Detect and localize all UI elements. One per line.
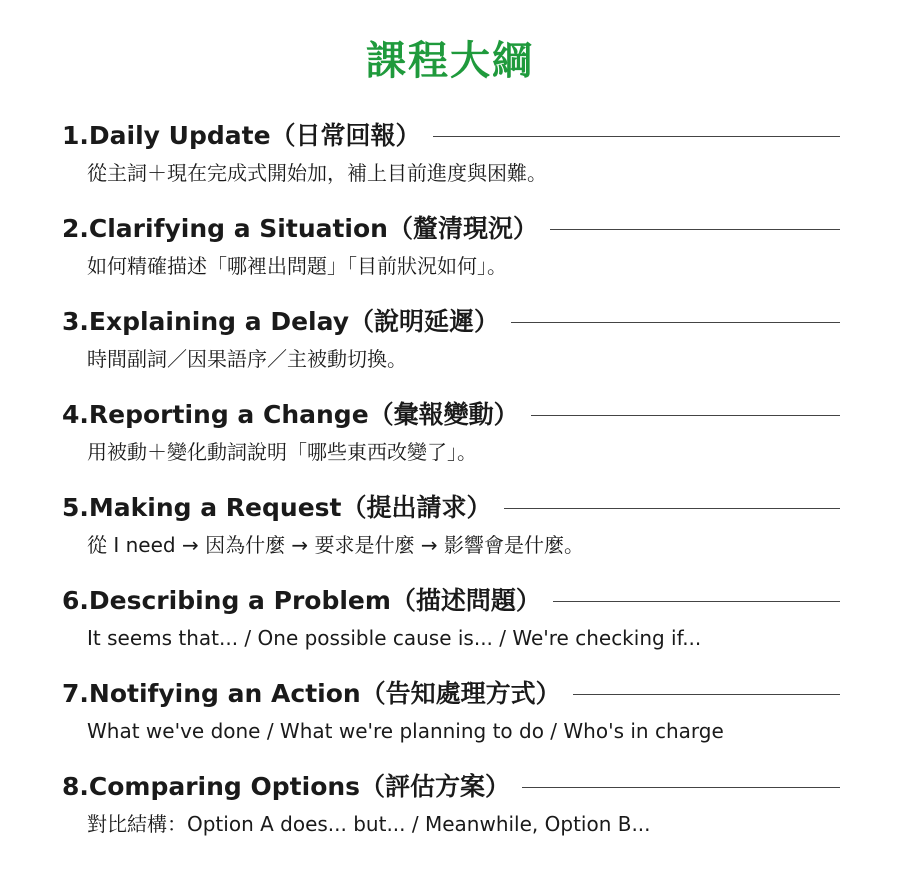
outline-section-7 (62, 676, 840, 769)
section-description: 如何精確描述「哪裡出問題」「目前狀況如何」。 (87, 254, 507, 278)
section-divider (553, 601, 840, 602)
outline-section-6 (62, 583, 840, 676)
section-description: It seems that... / One possible cause is... / We're checking if... (87, 626, 702, 650)
outline-section-3 (62, 304, 840, 397)
page-title: 課程大綱 (366, 38, 534, 84)
section-header (62, 490, 840, 526)
outline-section-4 (62, 397, 840, 490)
outline-section-5 (62, 490, 840, 583)
outline-list (62, 118, 840, 862)
section-header (62, 397, 840, 433)
section-divider (433, 136, 840, 137)
section-title: 5.Making a Request（提出請求） (62, 493, 492, 522)
section-header (62, 211, 840, 247)
outline-section-1 (62, 118, 840, 211)
section-header (62, 118, 840, 154)
section-title: 4.Reporting a Change（彙報變動） (62, 400, 519, 429)
section-header (62, 676, 840, 712)
section-header (62, 304, 840, 340)
section-description: 從主詞＋現在完成式開始加，補上目前進度與困難。 (87, 161, 547, 185)
section-title: 2.Clarifying a Situation（釐清現況） (62, 214, 538, 243)
section-title: 1.Daily Update（日常回報） (62, 121, 421, 150)
outline-section-2 (62, 211, 840, 304)
outline-section-8 (62, 769, 840, 862)
section-divider (550, 229, 840, 230)
section-title: 6.Describing a Problem（描述問題） (62, 586, 541, 615)
section-description: 從 I need → 因為什麼 → 要求是什麼 → 影響會是什麼。 (87, 533, 585, 557)
section-description: 用被動＋變化動詞說明「哪些東西改變了」。 (87, 440, 477, 464)
section-divider (511, 322, 840, 323)
section-title: 8.Comparing Options（評估方案） (62, 772, 511, 801)
section-divider (522, 787, 840, 788)
section-description: 時間副詞／因果語序／主被動切換。 (87, 347, 407, 371)
section-header (62, 769, 840, 805)
section-description: What we've done / What we're planning to do / Who's in charge (87, 719, 724, 743)
section-title: 7.Notifying an Action（告知處理方式） (62, 679, 561, 708)
section-title: 3.Explaining a Delay（說明延遲） (62, 307, 500, 336)
section-divider (504, 508, 841, 509)
section-description: 對比結構：Option A does... but... / Meanwhile, Option B... (87, 812, 651, 836)
section-header (62, 583, 840, 619)
section-divider (573, 694, 840, 695)
section-divider (531, 415, 840, 416)
